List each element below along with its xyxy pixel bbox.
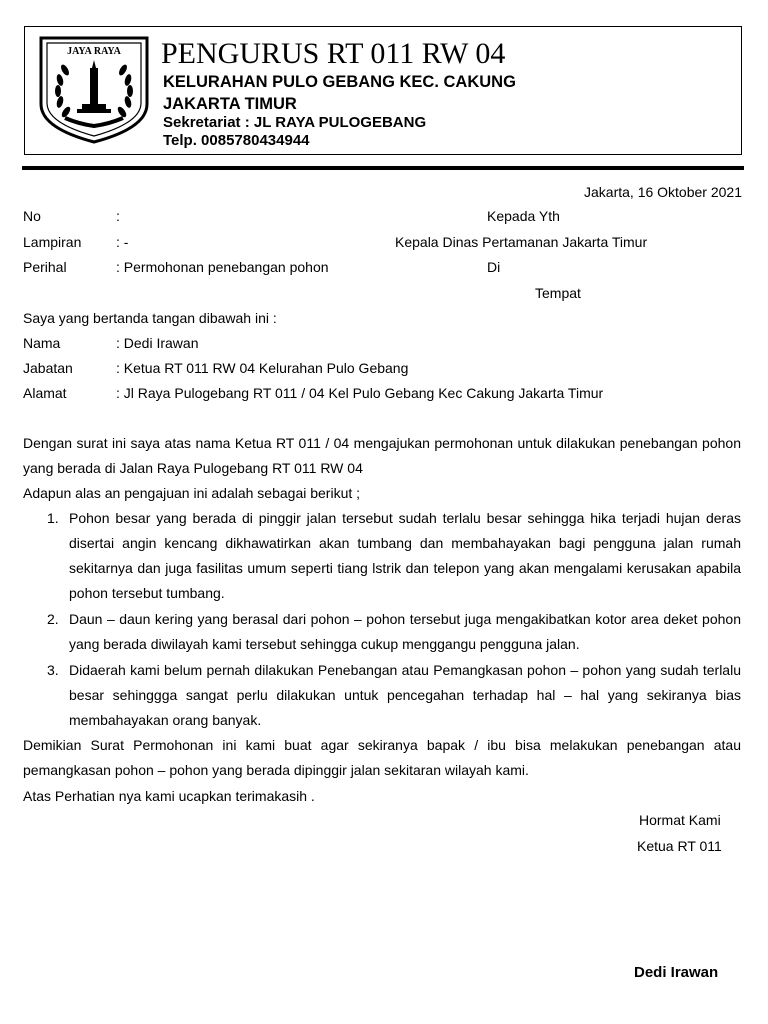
recipient-line-4: Tempat: [535, 285, 581, 301]
body-paragraph-1: Dengan surat ini saya atas nama Ketua RT 011 / 04 mengajukan permohonan untuk dilakukan penebangan pohon yang berada di Jalan Raya Pulogebang RT 011 RW 04: [23, 435, 741, 476]
org-subtitle-kelurahan: KELURAHAN PULO GEBANG KEC. CAKUNG: [163, 73, 516, 91]
alamat-value: : Jl Raya Pulogebang RT 011 / 04 Kel Pulo Gebang Kec Cakung Jakarta Timur: [116, 385, 604, 401]
alamat-label: Alamat: [23, 385, 67, 401]
signature-greeting: Hormat Kami: [639, 812, 721, 828]
list-item-number: 1.: [47, 510, 59, 526]
recipient-line-1: Kepada Yth: [487, 208, 560, 224]
no-label: No: [23, 208, 41, 224]
jaya-raya-emblem-icon: [35, 34, 153, 146]
no-value: :: [116, 208, 120, 224]
jabatan-value: : Ketua RT 011 RW 04 Kelurahan Pulo Gebang: [116, 360, 409, 376]
letterhead-divider: [22, 166, 744, 170]
closing-paragraph: Demikian Surat Permohonan ini kami buat agar sekiranya bapak / ibu bisa melakukan penebangan atau pemangkasan pohon – pohon yang berada dipinggir jalan sekitaran wilayah kami.: [23, 737, 741, 778]
recipient-line-3: Di: [487, 259, 501, 275]
list-item-number: 3.: [47, 662, 59, 678]
nama-value: : Dedi Irawan: [116, 335, 199, 351]
org-secretariat: Sekretariat : JL RAYA PULOGEBANG: [163, 114, 427, 131]
org-phone: Telp. 0085780434944: [163, 132, 310, 149]
list-item-text: Pohon besar yang berada di pinggir jalan tersebut sudah terlalu besar sehingga hika terjadi hujan deras disertai angin kencang dikhawatirkan akan tumbang dan membahayakan bagi pengguna jalan rumah sekitarnya dan juga fasilitas umum seperti tiang lstrik dan telepon yang akan mengalami kerusakan apabila pohon tersebut tumbang.: [69, 510, 741, 601]
perihal-value: : Permohonan penebangan pohon: [116, 259, 329, 275]
lampiran-value: : -: [116, 234, 129, 250]
emblem-text: JAYA RAYA: [67, 46, 121, 57]
recipient-line-2: Kepala Dinas Pertamanan Jakarta Timur: [395, 234, 648, 250]
thanks-line: Atas Perhatian nya kami ucapkan terimakasih .: [23, 788, 315, 804]
lampiran-label: Lampiran: [23, 234, 82, 250]
list-item-number: 2.: [47, 611, 59, 627]
nama-label: Nama: [23, 335, 61, 351]
jabatan-label: Jabatan: [23, 360, 73, 376]
list-item-text: Daun – daun kering yang berasal dari pohon – pohon tersebut juga mengakibatkan kotor area deket pohon yang berada diwilayah kami tersebut sehingga cukup menggangu pengguna jalan.: [69, 611, 741, 652]
org-title: PENGURUS RT 011 RW 04: [161, 37, 506, 70]
list-item-text: Didaerah kami belum pernah dilakukan Penebangan atau Pemangkasan pohon – pohon yang sudah terlalu besar sehinggga sangat perlu dilakukan untuk pencegahan terhadap hal – hal yang sekiranya bias membahayakan orang banyak.: [69, 662, 741, 728]
signature-position: Ketua RT 011: [637, 838, 722, 854]
intro-text: Saya yang bertanda tangan dibawah ini :: [23, 310, 277, 326]
letterhead: [24, 26, 742, 155]
perihal-label: Perihal: [23, 259, 67, 275]
signature-name: Dedi Irawan: [634, 964, 719, 981]
letter-date: Jakarta, 16 Oktober 2021: [584, 184, 742, 200]
body-paragraph-2: Adapun alas an pengajuan ini adalah sebagai berikut ;: [23, 485, 361, 501]
org-subtitle-city: JAKARTA TIMUR: [163, 95, 297, 113]
